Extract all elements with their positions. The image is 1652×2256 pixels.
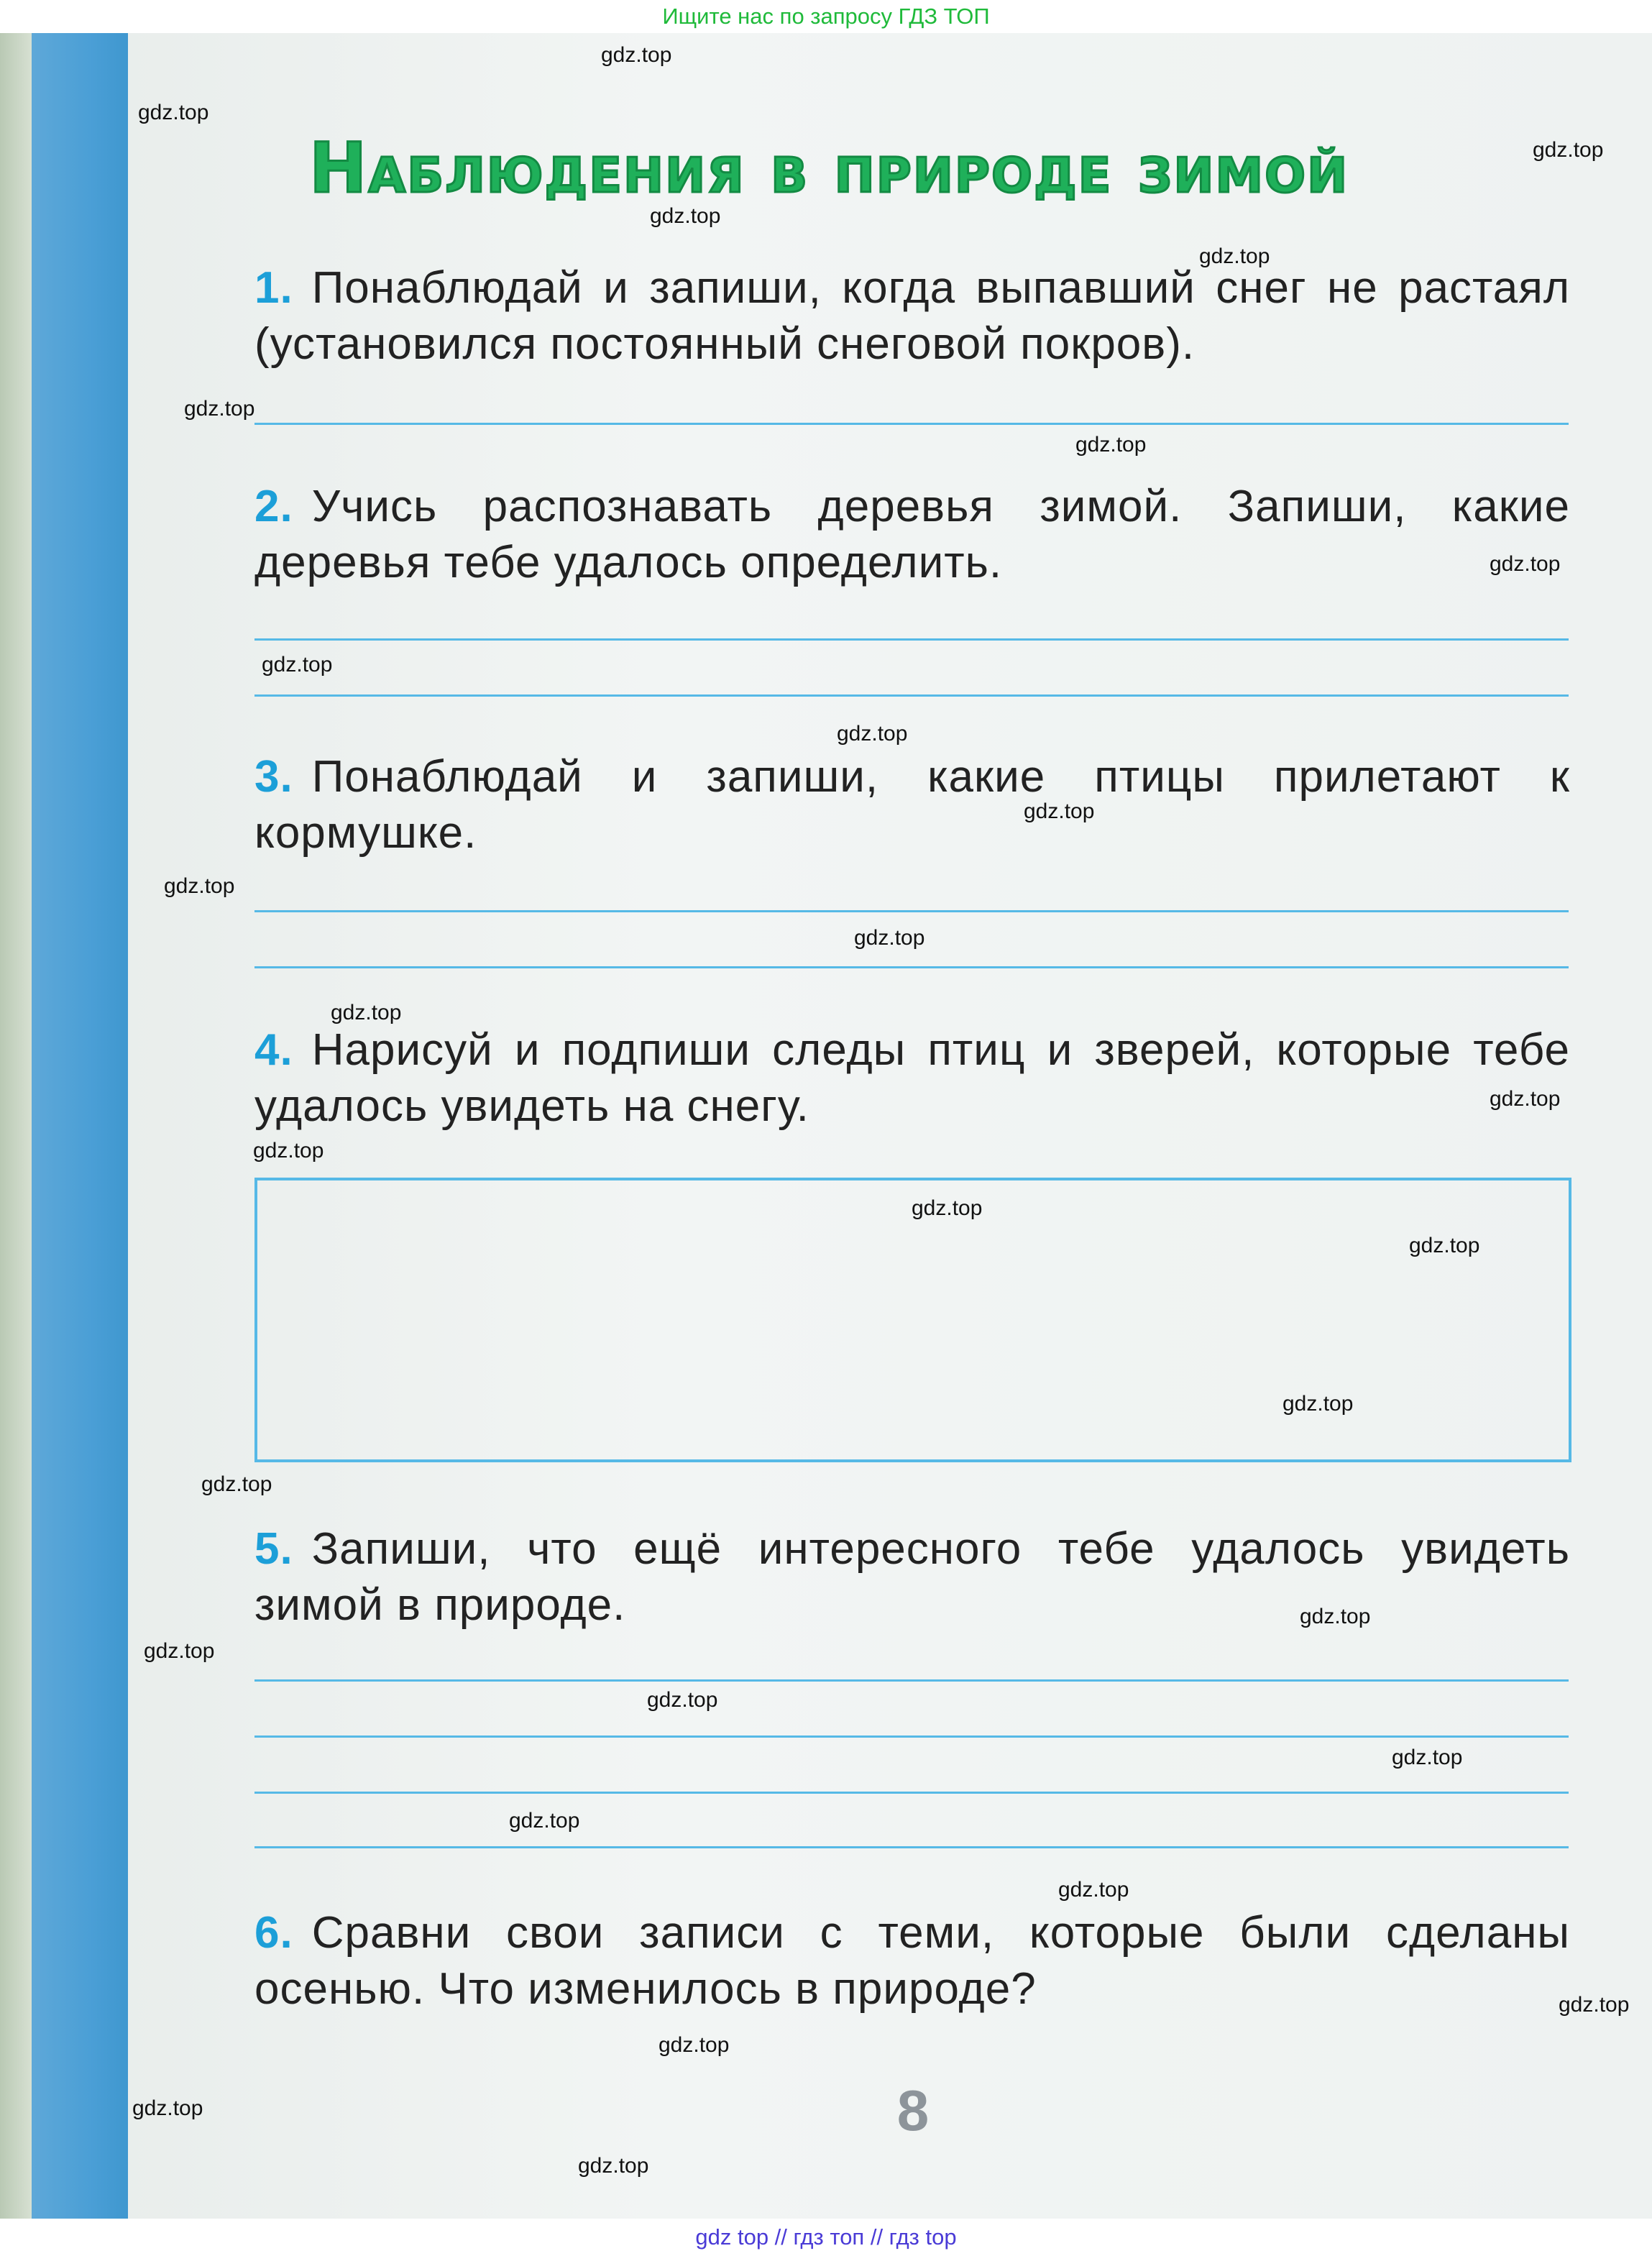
watermark: gdz.top (1490, 1087, 1561, 1111)
answer-line[interactable] (254, 694, 1569, 697)
page-edge (0, 0, 32, 2256)
task-text: Сравни свои записи с теми, которые были сделаны осенью. Что изменилось в природе? (254, 1908, 1570, 2014)
task-number: 2. (254, 482, 293, 531)
watermark: gdz.top (1559, 1993, 1630, 2017)
watermark: gdz.top (132, 2096, 203, 2120)
task-4 (254, 1022, 1570, 1134)
watermark: gdz.top (647, 1688, 718, 1712)
task-number: 4. (254, 1025, 293, 1075)
task-text: Учись распознавать деревья зимой. Запиши, какие деревья тебе удалось определить. (254, 482, 1570, 587)
watermark: gdz.top (1024, 799, 1095, 823)
task-text: Запиши, что ещё интересного тебе удалось увидеть зимой в природе. (254, 1524, 1570, 1630)
watermark: gdz.top (262, 653, 333, 677)
answer-line[interactable] (254, 1679, 1569, 1682)
task-number: 5. (254, 1524, 293, 1574)
watermark: gdz.top (1075, 433, 1147, 457)
answer-line[interactable] (254, 423, 1569, 425)
watermark: gdz.top (253, 1139, 324, 1163)
page-title: Наблюдения в природе зимой (309, 128, 1349, 208)
task-1 (254, 260, 1570, 372)
watermark: gdz.top (658, 2033, 730, 2057)
answer-line[interactable] (254, 1792, 1569, 1794)
watermark: gdz.top (1533, 138, 1604, 162)
watermark: gdz.top (184, 397, 255, 421)
top-banner[interactable]: Ищите нас по запросу ГДЗ ТОП (0, 0, 1652, 33)
task-number: 1. (254, 263, 293, 313)
watermark: gdz.top (144, 1639, 215, 1663)
watermark: gdz.top (601, 43, 672, 67)
watermark: gdz.top (578, 2154, 649, 2178)
task-text: Нарисуй и подпиши следы птиц и зверей, которые тебе удалось увидеть на снегу. (254, 1025, 1570, 1131)
watermark: gdz.top (509, 1809, 580, 1833)
watermark: gdz.top (331, 1001, 402, 1024)
watermark: gdz.top (1300, 1605, 1371, 1628)
page-number: 8 (896, 2078, 930, 2142)
task-text: Понаблюдай и запиши, когда выпавший снег не растаял (установился постоянный снеговой покров). (254, 263, 1570, 369)
watermark: gdz.top (854, 926, 925, 950)
blue-spine-stripe (32, 33, 128, 2219)
watermark: gdz.top (1392, 1746, 1463, 1769)
watermark: gdz.top (164, 874, 235, 898)
watermark: gdz.top (138, 101, 209, 124)
answer-line[interactable] (254, 638, 1569, 641)
answer-line[interactable] (254, 1846, 1569, 1848)
watermark: gdz.top (1409, 1234, 1480, 1257)
watermark: gdz.top (912, 1196, 983, 1220)
task-text: Понаблюдай и запиши, какие птицы прилетают к кормушке. (254, 752, 1570, 858)
watermark: gdz.top (201, 1472, 272, 1496)
task-6 (254, 1905, 1570, 2017)
bottom-banner[interactable]: gdz top // гдз топ // гдз top (0, 2219, 1652, 2256)
task-number: 3. (254, 752, 293, 802)
watermark: gdz.top (1058, 1878, 1129, 1902)
answer-line[interactable] (254, 1735, 1569, 1738)
answer-line[interactable] (254, 910, 1569, 912)
watermark: gdz.top (837, 722, 908, 746)
task-5 (254, 1521, 1570, 1633)
watermark: gdz.top (1490, 552, 1561, 576)
watermark: gdz.top (1199, 244, 1270, 268)
task-3 (254, 749, 1570, 861)
watermark: gdz.top (650, 204, 721, 228)
task-2 (254, 479, 1570, 591)
answer-line[interactable] (254, 966, 1569, 968)
task-number: 6. (254, 1908, 293, 1958)
watermark: gdz.top (1282, 1392, 1354, 1416)
